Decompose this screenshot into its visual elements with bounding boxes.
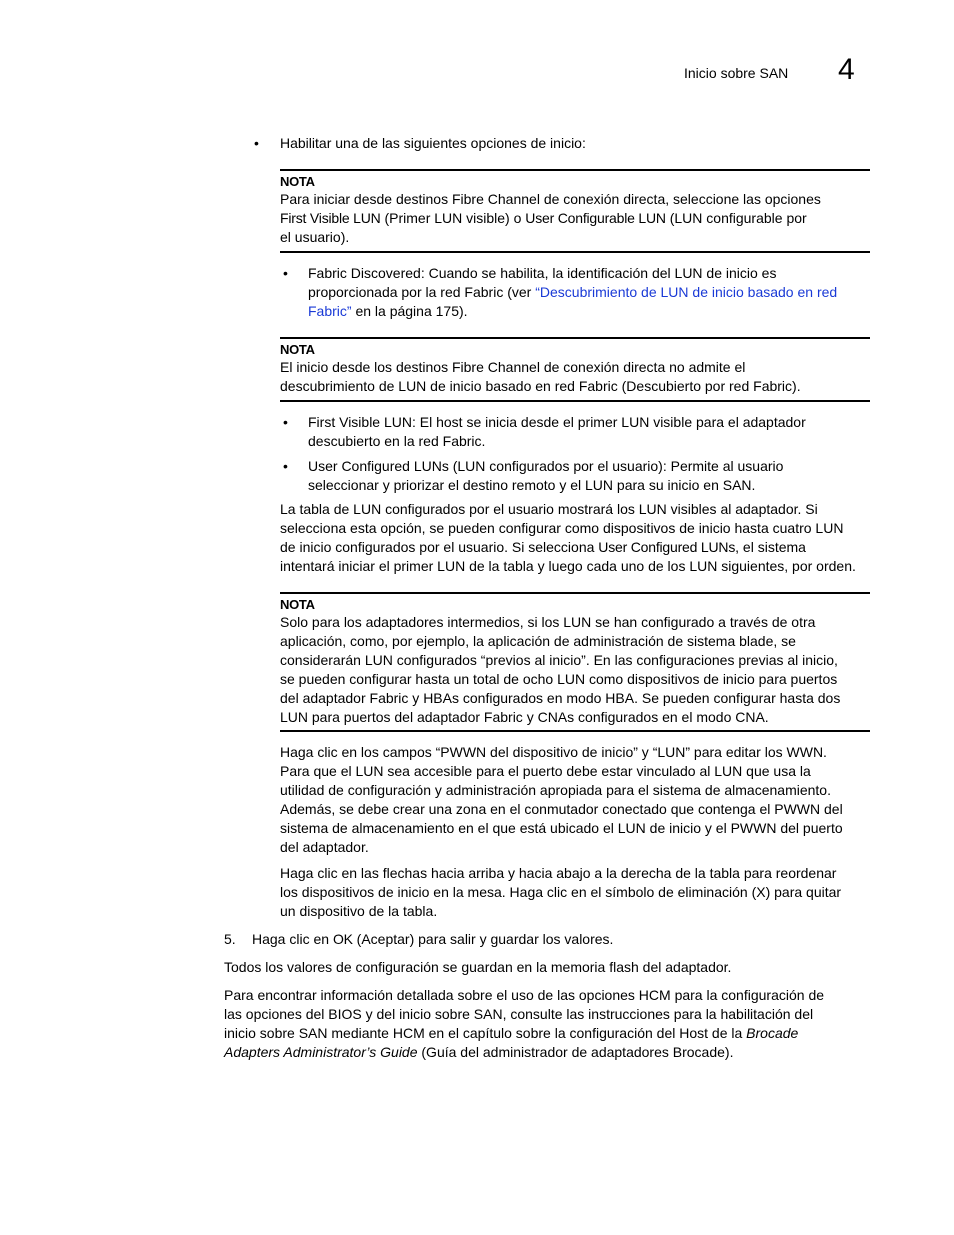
text-line (280, 538, 880, 557)
note-label: NOTA (280, 597, 315, 612)
text-line: Para que el LUN sea accesible para el puerto debe estar vinculado al LUN que usa la (280, 763, 811, 779)
paragraph-lun-table (280, 500, 880, 576)
text-fragment: inicio sobre SAN mediante HCM en el capítulo sobre la configuración del Host de la (224, 1025, 747, 1041)
text-fragment: de inicio configurados por el usuario. Si selecciona (280, 539, 599, 555)
chapter-number: 4 (838, 53, 855, 86)
note-line: se pueden configurar hasta un total de ocho LUN como dispositivos de inicio para puertos (280, 671, 838, 687)
cross-reference-link[interactable]: “Descubrimiento de LUN de inicio basado en red (535, 284, 838, 300)
note-box-1 (280, 169, 870, 253)
text-fragment: (Aceptar) para salir y guardar los valores. (352, 931, 614, 947)
note-box-3 (280, 592, 870, 732)
note-line: El inicio desde los destinos Fibre Channel de conexión directa no admite el (280, 359, 746, 375)
text-line: intentará iniciar el primer LUN de la tabla y luego cada uno de los LUN siguientes, por orden. (280, 558, 856, 574)
text-line: User Configured LUNs (LUN configurados por el usuario): Permite al usuario (308, 458, 784, 474)
text-fragment: en la página 175). (351, 303, 468, 319)
text-fragment: (Guía del administrador de adaptadores Brocade). (417, 1044, 734, 1060)
text-line: Haga clic en los campos “PWWN del dispositivo de inicio” y “LUN” para editar los WWN. (280, 744, 827, 760)
text-line (308, 302, 873, 321)
note-line: del adaptador Fabric y HBAs configurados en modo HBA. Se pueden configurar hasta dos (280, 690, 841, 706)
text-fragment: , el sistema (735, 539, 806, 555)
bullet-marker: • (283, 414, 288, 430)
text-line (308, 283, 873, 302)
note-line: el usuario). (280, 229, 350, 245)
book-title: Adapters Administrator’s Guide (224, 1044, 418, 1060)
note-line: aplicación, como, por ejemplo, la aplicación de administración de sistema blade, se (280, 633, 796, 649)
text-line: Fabric Discovered: Cuando se habilita, la identificación del LUN de inicio es (308, 265, 777, 281)
bullet-user-configured-text (308, 457, 783, 495)
note-fragment: (Primer LUN visible) o (380, 210, 526, 226)
ui-term: First Visible LUN (280, 210, 381, 226)
running-header-title: Inicio sobre SAN (684, 65, 789, 81)
note-text (280, 190, 870, 247)
paragraph-pwwn (280, 743, 880, 857)
note-line: Solo para los adaptadores intermedios, si los LUN se han configurado a través de otra (280, 614, 816, 630)
paragraph-saved: Todos los valores de configuración se guardan en la memoria flash del adaptador. (224, 959, 732, 975)
cross-reference-link[interactable]: Fabric” (308, 303, 352, 319)
paragraph-info (224, 986, 884, 1062)
bullet-fabric-text (308, 264, 873, 321)
text-line: un dispositivo de la tabla. (280, 903, 438, 919)
note-line: LUN para puertos del adaptador Fabric y CNAs configurados en el modo CNA. (280, 709, 769, 725)
paragraph-arrows (280, 864, 880, 921)
text-fragment: proporcionada por la red Fabric (ver (308, 284, 536, 300)
note-label: NOTA (280, 342, 315, 357)
text-line: sistema de almacenamiento en el que está ubicado el LUN de inicio y el PWWN del puerto (280, 820, 843, 836)
bullet-marker: • (254, 135, 259, 151)
text-line (224, 1043, 884, 1062)
text-line: los dispositivos de inicio en la mesa. Haga clic en el símbolo de eliminación (X) para quitar (280, 884, 842, 900)
note-box-2 (280, 337, 870, 402)
ui-term: User Configurable LUN (525, 210, 666, 226)
bullet-enable-text: Habilitar una de las siguientes opciones de inicio: (280, 135, 586, 151)
text-line: La tabla de LUN configurados por el usuario mostrará los LUN visibles al adaptador. Si (280, 501, 818, 517)
text-line: utilidad de configuración y administración apropiada para el sistema de almacenamiento. (280, 782, 831, 798)
text-line: las opciones del BIOS y del inicio sobre SAN, consulte las instrucciones para la habilitación del (224, 1006, 814, 1022)
text-line: Además, se debe crear una zona en el conmutador conectado que contenga el PWWN del (280, 801, 843, 817)
bullet-first-visible-text (308, 413, 806, 451)
note-line (280, 209, 870, 228)
note-line: considerarán LUN configurados “previos al inicio”. En las configuraciones previas al inicio, (280, 652, 838, 668)
bullet-marker: • (283, 458, 288, 474)
bullet-marker: • (283, 265, 288, 281)
step-5-text (252, 930, 613, 949)
ui-term: User Configured LUNs (598, 539, 736, 555)
text-line: seleccionar y priorizar el destino remoto y el LUN para su inicio en SAN. (308, 477, 756, 493)
book-title: Brocade (746, 1025, 799, 1041)
note-line: Para iniciar desde destinos Fibre Channel de conexión directa, seleccione las opciones (280, 191, 821, 207)
note-fragment: (LUN configurable por (665, 210, 807, 226)
note-label: NOTA (280, 174, 315, 189)
text-line: Para encontrar información detallada sobre el uso de las opciones HCM para la configuración de (224, 987, 825, 1003)
note-line: descubrimiento de LUN de inicio basado en red Fabric (Descubierto por red Fabric). (280, 378, 801, 394)
text-line: descubierto en la red Fabric. (308, 433, 486, 449)
step-number: 5. (224, 931, 236, 947)
text-line: First Visible LUN: El host se inicia desde el primer LUN visible para el adaptador (308, 414, 806, 430)
ui-term: OK (332, 931, 353, 947)
text-line: del adaptador. (280, 839, 369, 855)
text-fragment: Haga clic en (252, 931, 333, 947)
text-line: Haga clic en las flechas hacia arriba y hacia abajo a la derecha de la tabla para reordenar (280, 865, 837, 881)
text-line: selecciona esta opción, se pueden configurar como dispositivos de inicio hasta cuatro LUN (280, 520, 844, 536)
text-line (224, 1024, 884, 1043)
